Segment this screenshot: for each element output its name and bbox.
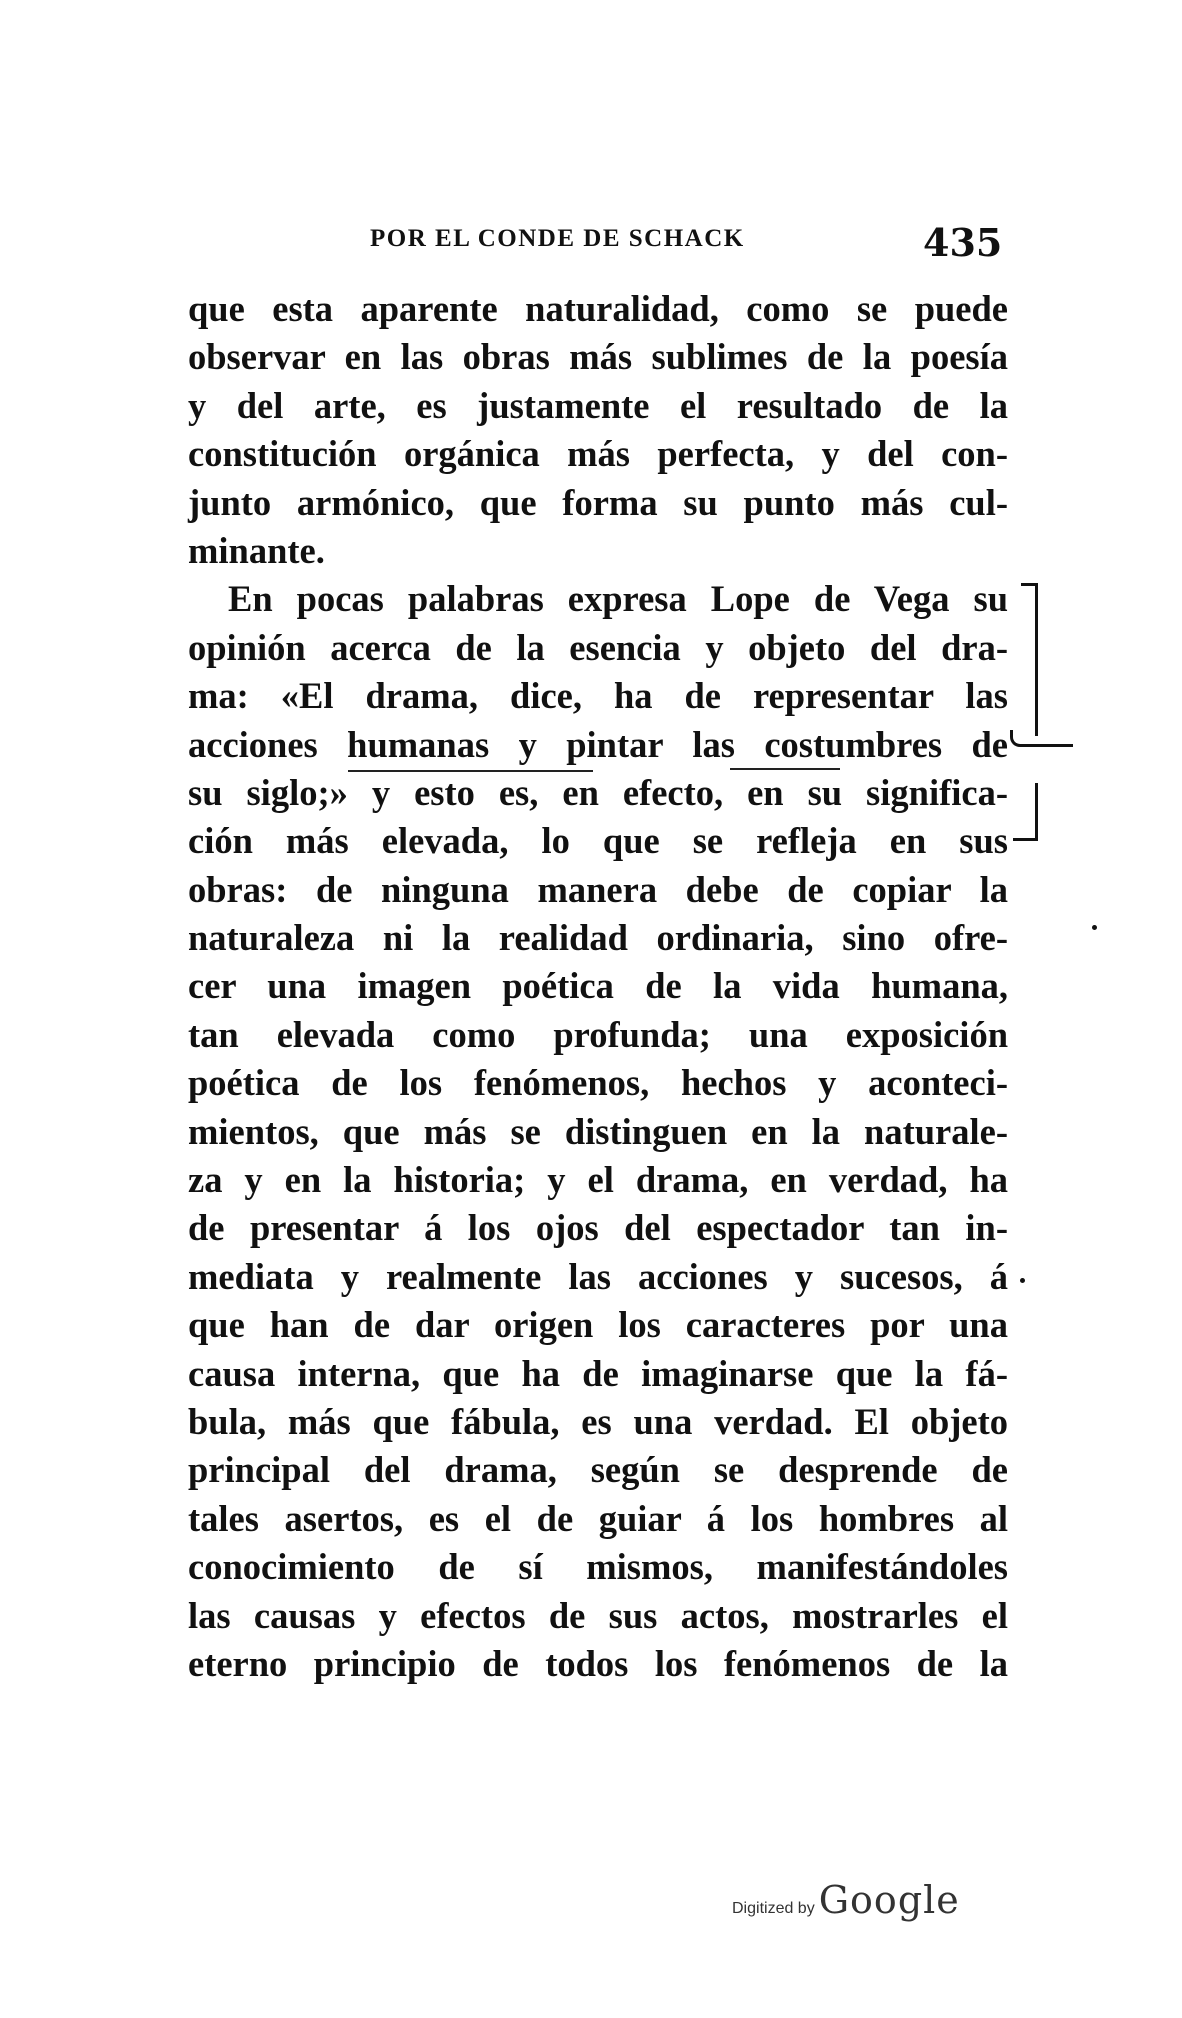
text-line: obras: de ninguna manera debe de copiar la [188,868,1008,910]
page-number: 435 [923,220,1003,265]
text-line: su siglo;» y esto es, en efecto, en su significa- [188,771,1008,813]
text-line: eterno principio de todos los fenómenos de la [188,1642,1008,1684]
text-line: ma: «El drama, dice, ha de representar las [188,675,1008,717]
body-text [188,285,1008,1688]
text-line: naturaleza ni la realidad ordinaria, sino ofre- [188,917,1008,959]
running-title: POR EL CONDE DE SCHACK [370,225,745,252]
text-line: de presentar á los ojos del espectador tan in- [188,1207,1008,1249]
margin-bracket-end-mark [1013,783,1038,841]
text-line: za y en la historia; y el drama, en verdad, ha [188,1159,1008,1201]
text-line: minante. [188,529,325,571]
margin-dot-mark [1020,1278,1025,1283]
text-line: mientos, que más se distinguen en la naturale- [188,1110,1008,1152]
text-line: constitución orgánica más perfecta, y del con- [188,433,1008,475]
text-line: tan elevada como profunda; una exposición [188,1013,1008,1055]
google-brand: Google [818,1878,960,1922]
text-line: mediata y realmente las acciones y sucesos, á [188,1255,1008,1297]
text-line: bula, más que fábula, es una verdad. El objeto [188,1400,1008,1442]
text-line: junto armónico, que forma su punto más cul- [188,481,1008,523]
margin-dot-mark [1092,925,1097,930]
text-line: las causas y efectos de sus actos, mostrarles el [188,1594,1008,1636]
text-line: causa interna, que ha de imaginarse que la fá- [188,1352,1008,1394]
pencil-underline-mark [348,770,593,772]
text-line: opinión acerca de la esencia y objeto del dra- [188,626,1008,668]
text-line: conocimiento de sí mismos, manifestándoles [188,1546,1008,1588]
text-line: observar en las obras más sublimes de la poesía [188,336,1008,378]
text-line: ción más elevada, lo que se refleja en sus [188,820,1008,862]
margin-hook-mark [1010,730,1073,747]
text-line: que han de dar origen los caracteres por una [188,1304,1008,1346]
pencil-underline-mark [730,768,840,770]
text-line: acciones humanas y pintar las costumbres de [188,723,1008,765]
text-line: tales asertos, es el de guiar á los hombres al [188,1497,1008,1539]
digitized-label: Digitized by [732,1900,815,1917]
text-line: principal del drama, según se desprende de [188,1449,1008,1491]
text-line: En pocas palabras expresa Lope de Vega su [228,578,1008,620]
text-line: y del arte, es justamente el resultado de la [188,384,1008,426]
text-line: cer una imagen poética de la vida humana, [188,965,1008,1007]
text-line: poética de los fenómenos, hechos y aconteci- [188,1062,1008,1104]
margin-bracket-mark [1021,583,1038,736]
text-line: que esta aparente naturalidad, como se puede [188,288,1008,329]
digitized-watermark [732,1878,960,1922]
